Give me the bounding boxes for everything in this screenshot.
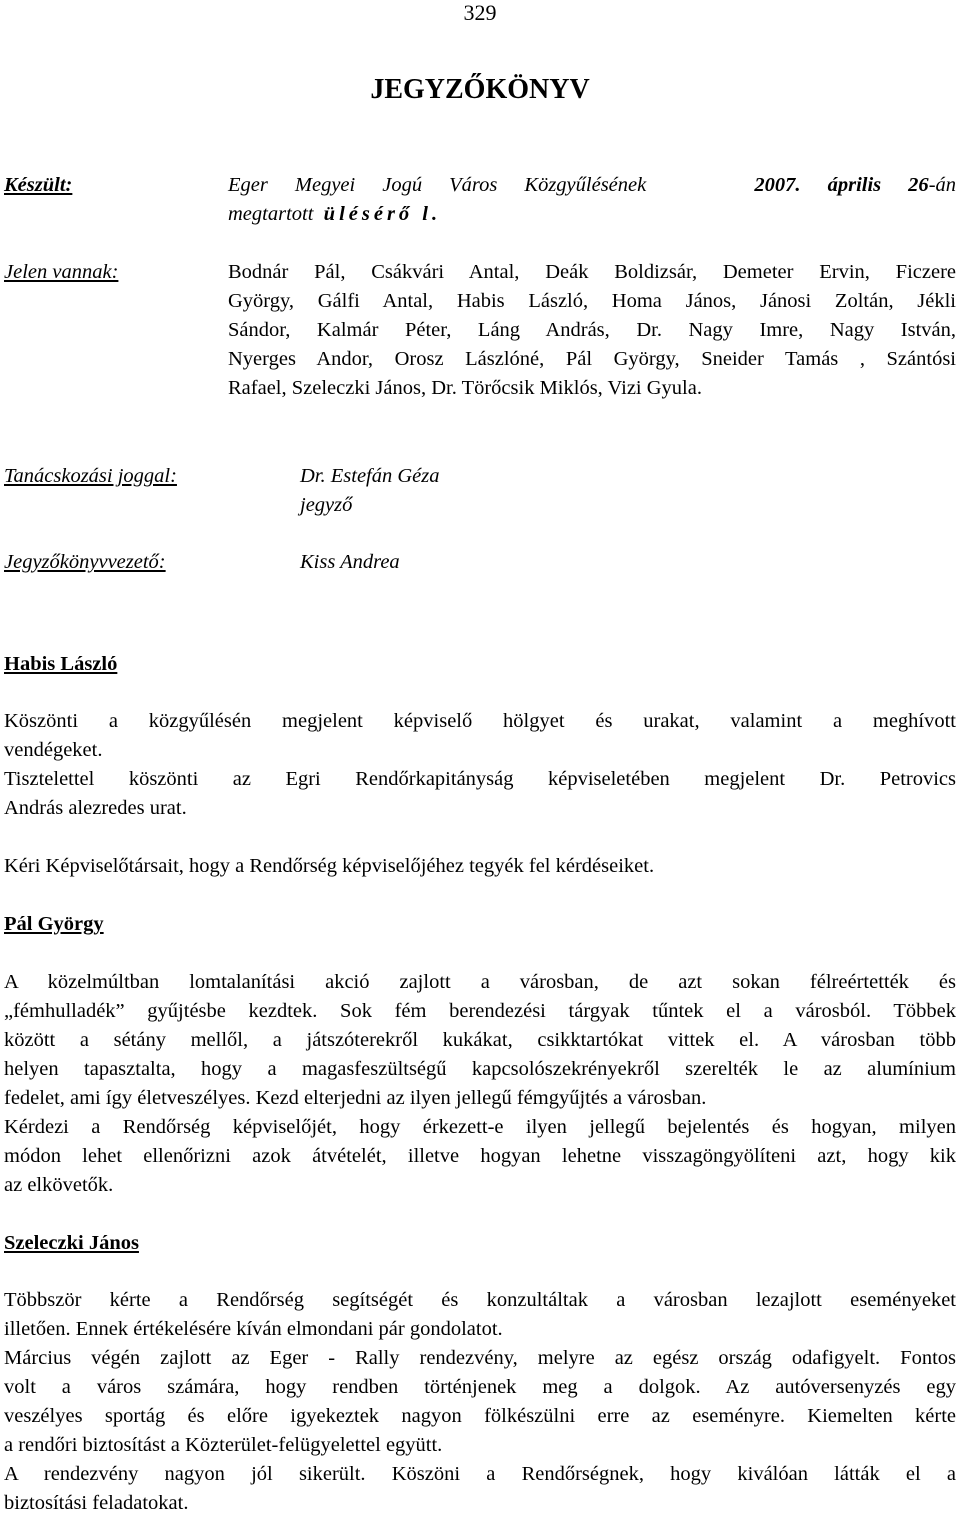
speech-line: Köszönti a közgyűlésén megjelent képviselő hölgyet és urakat, valamint a meghívott	[4, 710, 956, 732]
keszult-text: Eger Megyei Jogú Város Közgyűlésének	[228, 174, 647, 196]
speech-line: a rendőri biztosítást a Közterület-felügyelettel együtt.	[4, 1434, 443, 1456]
speech-line: biztosítási feladatokat.	[4, 1492, 189, 1514]
speech-line: A rendezvény nagyon jól sikerült. Köszöni a Rendőrségnek, hogy kiválóan látták el a	[4, 1463, 956, 1485]
meeting-date: 2007. április 26	[754, 174, 929, 196]
speech-line: fedelet, ami így életveszélyes. Kezd elterjedni az ilyen jellegű fémgyűjtés a városban.	[4, 1087, 707, 1109]
speech-line: Kéri Képviselőtársait, hogy a Rendőrség képviselőjéhez tegyék fel kérdéseiket.	[4, 855, 655, 877]
speech-line: Március végén zajlott az Eger - Rally rendezvény, melyre az egész ország odafigyelt. Fontos	[4, 1347, 956, 1369]
speech-line: illetően. Ennek értékelésére kíván elmondani pár gondolatot.	[4, 1318, 503, 1340]
attendees-list	[228, 258, 956, 403]
speech-line: az elkövetők.	[4, 1174, 114, 1196]
speech-paragraph	[4, 707, 956, 823]
meeting-type: ülésérő l.	[323, 203, 442, 225]
speech-paragraph	[4, 968, 956, 1200]
attendees-line: György, Gálfi Antal, Habis László, Homa János, Jánosi Zoltán, Jékli	[228, 290, 956, 312]
speech-line: módon lehet ellenőrizni azok átvételét, illetve hogyan lehetne visszagöngyölíteni azt, hogy kik	[4, 1145, 956, 1167]
speech-line: Többször kérte a Rendőrség segítségét és konzultáltak a városban lezajlott eseményeket	[4, 1289, 956, 1311]
speech-paragraph	[4, 1286, 956, 1518]
attendees-line: Rafael, Szeleczki János, Dr. Törőcsik Miklós, Vizi Gyula.	[228, 377, 702, 399]
meeting-date-suffix: -án	[928, 174, 957, 196]
speaker-name: Szeleczki János	[4, 1232, 139, 1254]
attendees-line: Sándor, Kalmár Péter, Láng András, Dr. Nagy Imre, Nagy István,	[228, 319, 956, 341]
speaker-name: Habis László	[4, 653, 118, 675]
jkv-label: Jegyzőkönyvvezető:	[4, 551, 166, 573]
speech-line: között a sétány mellől, a játszóterekről kukákat, csikktartókat vittek el. A városban több	[4, 1029, 956, 1051]
attendees-line: Bodnár Pál, Csákvári Antal, Deák Boldizsár, Demeter Ervin, Ficzere	[228, 261, 956, 283]
jkv-name: Kiss Andrea	[300, 551, 400, 573]
speech-line: Kérdezi a Rendőrség képviselőjét, hogy érkezett-e ilyen jellegű bejelentés és hogyan, milyen	[4, 1116, 956, 1138]
speech-line: A közelmúltban lomtalanítási akció zajlott a városban, de azt sokan félreértették és	[4, 971, 956, 993]
speech-paragraph	[4, 852, 956, 881]
keszult-label: Készült:	[4, 174, 73, 196]
keszult-value	[228, 171, 956, 229]
speaker-name: Pál György	[4, 913, 104, 935]
jelen-label: Jelen vannak:	[4, 261, 119, 283]
speech-line: volt a város számára, hogy rendben történjenek meg a dolgok. Az autóversenyzés egy	[4, 1376, 956, 1398]
speech-line: András alezredes urat.	[4, 797, 187, 819]
tanacs-role: jegyző	[300, 494, 353, 516]
speech-line: „fémhulladék” gyűjtésbe kezdtek. Sok fém berendezési tárgyak tűntek el a városból. Többek	[4, 1000, 956, 1022]
tanacs-name: Dr. Estefán Géza	[300, 465, 440, 487]
speech-line: Tisztelettel köszönti az Egri Rendőrkapitányság képviseletében megjelent Dr. Petrovics	[4, 768, 956, 790]
speech-line: vendégeket.	[4, 739, 103, 761]
speech-line: veszélyes sportág és előre igyekeztek nagyon fölkészülni erre az eseményre. Kiemelten kérte	[4, 1405, 956, 1427]
page-number: 329	[463, 0, 497, 25]
speech-line: helyen tapasztalta, hogy a magasfeszültségű kapcsolószekrényekről szerelték le az alumínium	[4, 1058, 956, 1080]
attendees-line: Nyerges Andor, Orosz Lászlóné, Pál György, Sneider Tamás , Szántósi	[228, 348, 956, 370]
document-title: JEGYZŐKÖNYV	[370, 74, 590, 105]
keszult-text-2: megtartott	[228, 203, 314, 225]
tanacs-label: Tanácskozási joggal:	[4, 465, 177, 487]
